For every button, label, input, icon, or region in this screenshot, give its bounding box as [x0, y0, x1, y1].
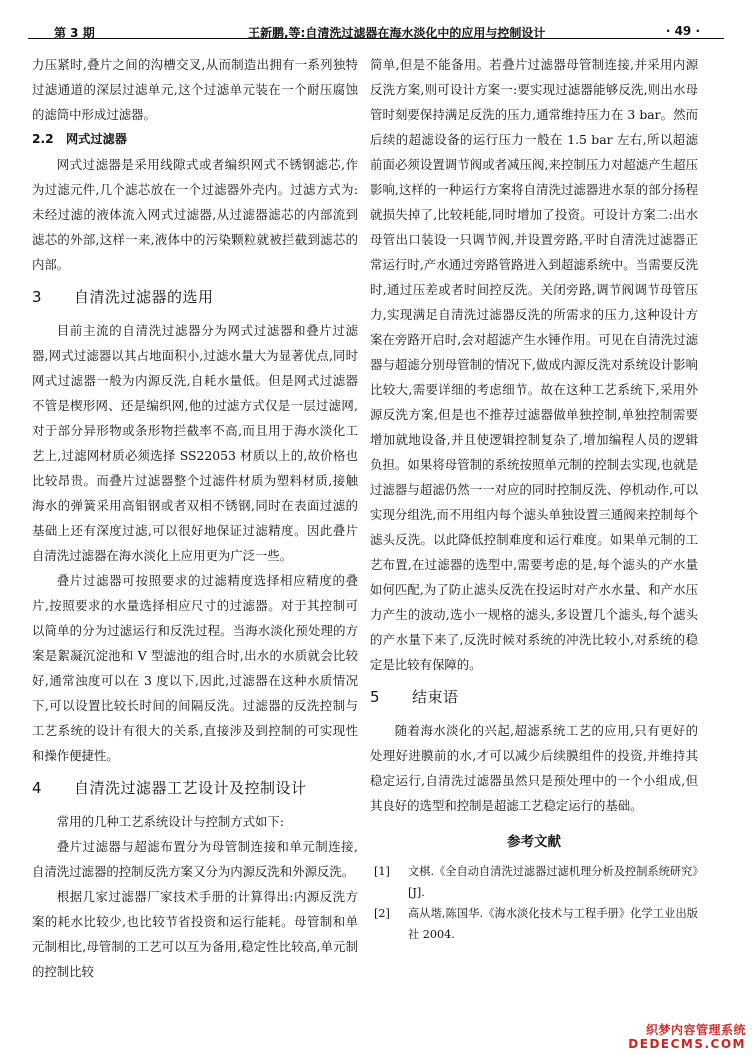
paragraph: 叠片过滤器可按照要求的过滤精度选择相应精度的叠片,按照要求的水量选择相应尺寸的过滤器。对于其控制可以简单的分为过滤运行和反洗过程。当海水淡化预处理的方案是絮凝沉淀池和 V 型滤池的组合时,出水的水质就会比较好,通常浊度可以在 3 度以下,因此,过滤器在这种水质情况下,可以设置比较长时间的间隔反洗。过滤器的反洗控制与工艺系统的设计有很大的关系,直接涉及到控制的可实现性和操作便捷性。 [32, 573, 358, 763]
section-heading-2-2 [32, 127, 358, 152]
reference-index: [1] [374, 865, 390, 878]
site-watermark [628, 1023, 746, 1051]
paragraph: 随着海水淡化的兴起,超滤系统工艺的应用,只有更好的处理好进膜前的水,才可以减少后续膜组件的投资,并维持其稳定运行,自清洗过滤器虽然只是预处理中的一个小组成,但其良好的选型和控制是超滤工艺稳定运行的基础。 [370, 723, 698, 813]
section-number: 5 [370, 688, 381, 706]
issue-label: 第 3 期 [54, 26, 95, 40]
section-heading-5 [370, 685, 698, 710]
section-number: 2.2 [32, 132, 54, 146]
watermark-line-2: DEDECMS.COM [628, 1037, 746, 1051]
paragraph: 叠片过滤器与超滤布置分为母管制连接和单元制连接,自清洗过滤器的控制反洗方案又分为内源反洗和外源反洗。 [32, 839, 358, 879]
section-number: 4 [32, 779, 43, 797]
right-column [370, 52, 698, 945]
reference-index: [2] [374, 907, 390, 920]
reference-text: 文棋.《全自动自清洗过滤器过滤机理分析及控制系统研究》[J]. [408, 865, 698, 899]
running-title: 王新鹏,等:自清洗过滤器在海水淡化中的应用与控制设计 [248, 26, 546, 40]
paragraph: 根据几家过滤器厂家技术手册的计算得出:内源反洗方案的耗水比较少,也比较节省投资和运行能耗。母管制和单元制相比,母管制的工艺可以互为备用,稳定性比较高,单元制的控制比较 [32, 889, 358, 979]
left-column [32, 52, 358, 984]
section-heading-3 [32, 285, 358, 310]
section-title: 结束语 [412, 688, 459, 706]
section-title: 网式过滤器 [66, 132, 127, 146]
section-number: 3 [32, 288, 43, 306]
section-heading-4 [32, 776, 358, 801]
paragraph: 常用的几种工艺系统设计与控制方式如下: [56, 814, 285, 829]
references-title: 参考文献 [507, 834, 561, 850]
running-header [28, 10, 724, 38]
reference-text: 高从堦,陈国华.《海水淡化技术与工程手册》化学工业出版社 2004. [408, 907, 698, 941]
section-title: 自清洗过滤器工艺设计及控制设计 [74, 779, 307, 797]
paragraph: 网式过滤器是采用线隙式或者编织网式不锈钢滤芯,作为过滤元件,几个滤芯放在一个过滤器外壳内。过滤方式为:未经过滤的液体流入网式过滤器,从过滤器滤芯的内部流到滤芯的外部,这样一来,液体中的污染颗粒就被拦截到滤芯的内部。 [32, 157, 358, 272]
page-number: · 49 · [665, 24, 700, 38]
header-rule [28, 38, 724, 39]
reference-item [370, 903, 698, 945]
paragraph: 目前主流的自清洗过滤器分为网式过滤器和叠片过滤器,网式过滤器以其占地面积小,过滤水量大为显著优点,同时网式过滤器一般为内源反洗,自耗水量低。但是网式过滤器不管是楔形网、还是编织网,他的过滤方式仅是一层过滤网,对于部分异形物或条形物拦截率不高,而且用于海水淡化工艺上,过滤网材质必须选择 SS22053 材质以上的,故价格也比较昂贵。而叠片过滤器整个过滤件材质为塑料材质,接触海水的弹簧采用高钼钢或者双相不锈钢,同时在表面过滤的基础上还有深度过滤,可以很好地保证过滤精度。因此叠片自清洗过滤器在海水淡化上应用更为广泛一些。 [32, 323, 358, 563]
watermark-line-1: 织梦内容管理系统 [645, 1023, 746, 1037]
reference-item [370, 861, 698, 903]
paragraph: 力压紧时,叠片之间的沟槽交叉,从而制造出拥有一系列独特过滤通道的深层过滤单元,这个过滤单元装在一个耐压腐蚀的滤筒中形成过滤器。 [32, 57, 358, 122]
section-title: 自清洗过滤器的选用 [74, 288, 214, 306]
paragraph: 简单,但是不能备用。若叠片过滤器母管制连接,并采用内源反洗方案,则可设计方案一:要实现过滤器能够反洗,则出水母管时刻要保持满足反洗的压力,通常维持压力在 3 bar。然而后续的超滤设备的运行压力一般在 1.5 bar 左右,所以超滤前面必须设置调节阀或者减压阀,来控制压力对超滤产生超压影响,这样的一种运行方案将自清洗过滤器进水泵的部分扬程就损失掉了,比较耗能,同时增加了投资。可设计方案二:出水母管出口装设一只调节阀,并设置旁路,平时自清洗过滤器正常运行时,产水通过旁路管路进入到超滤系统中。当需要反洗时,通过压差或者时间控反洗。关闭旁路,调节阀调节母管压力,实现满足自清洗过滤器反洗的所需求的压力,这种设计方案在旁路开启时,会对超滤产生水锤作用。可见在自清洗过滤器与超滤分别母管制的情况下,做成内源反洗对系统设计影响比较大,需要详细的考虑细节。故在这种工艺系统下,采用外源反洗方案,但是也不推荐过滤器做单独控制,单独控制需要增加就地设备,并且使逻辑控制复杂了,增加编程人员的逻辑负担。如果将母管制的系统按照单元制的控制去实现,也就是过滤器与超滤仍然一一对应的同时控制反洗、停机动作,可以实现分组洗,而不用组内每个滤头单独设置三通阀来控制每个滤头反洗。以此降低控制难度和运行难度。如果单元制的工艺布置,在过滤器的选型中,需要考虑的是,每个滤头的产水量如何匹配,为了防止滤头反洗在投运时对产水水量、和产水压力产生的波动,选小一规格的滤头,多设置几个滤头,每个滤头的产水量下来了,反洗时候对系统的冲洗比较小,对系统的稳定是比较有保障的。 [370, 57, 698, 672]
